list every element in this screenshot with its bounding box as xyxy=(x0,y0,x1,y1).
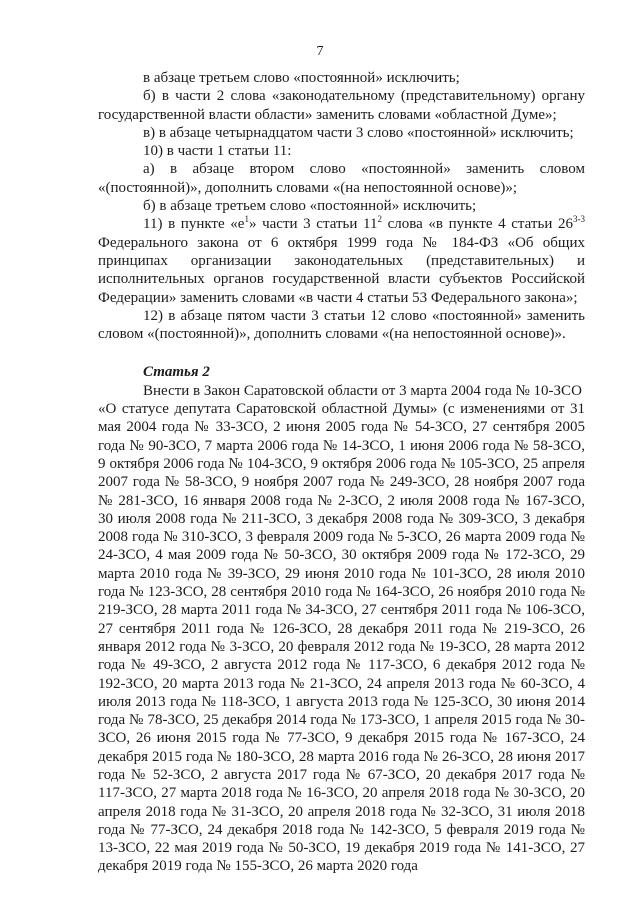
paragraph: б) в части 2 слова «законодательному (представительному) органу государственной власти области» заменить словами «областной Думе»; xyxy=(98,88,585,123)
paragraph-item-12: 12) в абзаце пятом части 3 статьи 12 слово «постоянной» заменить словом «(постоянной)», дополнить словами «(на непостоянной основе)». xyxy=(98,307,585,343)
paragraph-item-11 xyxy=(98,215,585,306)
article-intro: Внести в Закон Саратовской области от 3 марта 2004 года № 10-ЗСО xyxy=(143,382,582,399)
text-run: слова «в пункте 4 статьи 26 xyxy=(381,216,573,233)
text-run: 11) в пункте «е xyxy=(143,216,245,233)
paragraph: б) в абзаце третьем слово «постоянной» исключить; xyxy=(143,198,477,215)
paragraph: 10) в части 1 статьи 11: xyxy=(143,143,292,160)
article-heading: Статья 2 xyxy=(143,364,210,381)
page-number: 7 xyxy=(316,44,324,59)
superscript: 1 xyxy=(244,214,249,225)
document-body xyxy=(98,69,585,876)
text-run: Федерального закона от 6 октября 1999 года № 184-ФЗ «Об общих принципах организации законодательных (представительных) и исполнительных органов государственной власти субъектов Российской Федерации» заменить словами «в части 4 статьи 53 Федерального закона»; xyxy=(98,234,585,306)
superscript: 2 xyxy=(377,214,382,225)
article-body: «О статусе депутата Саратовской областной Думы» (с изменениями от 31 мая 2004 года № 33-ЗСО, 2 июня 2005 года № 54-ЗСО, 27 сентября 2005 года № 90-ЗСО, 7 марта 2006 года № 14-ЗСО, 1 июня 2006 года № 58-ЗСО, 9 октября 2006 года № 104-ЗСО, 9 октября 2006 года № 105-ЗСО, 25 апреля 2007 года № 58-ЗСО, 9 ноября 2007 года № 249-ЗСО, 28 ноября 2007 года № 281-ЗСО, 16 января 2008 года № 2-ЗСО, 2 июля 2008 года № 167-ЗСО, 30 июля 2008 года № 211-ЗСО, 3 декабря 2008 года № 309-ЗСО, 3 декабря 2008 года № 310-ЗСО, 3 февраля 2009 года № 5-ЗСО, 26 марта 2009 года № 24-ЗСО, 4 мая 2009 года № 50-ЗСО, 30 октября 2009 года № 172-ЗСО, 29 марта 2010 года № 39-ЗСО, 29 июня 2010 года № 101-ЗСО, 28 июля 2010 года № 123-ЗСО, 28 сентября 2010 года № 164-ЗСО, 26 ноября 2010 года № 219-ЗСО, 28 марта 2011 года № 34-ЗСО, 27 сентября 2011 года № 106-ЗСО, 27 сентября 2011 года № 126-ЗСО, 28 декабря 2011 года № 219-ЗСО, 26 января 2012 года № 3-ЗСО, 20 февраля 2012 года № 19-ЗСО, 28 марта 2012 года № 49-ЗСО, 2 августа 2012 года № 117-ЗСО, 6 декабря 2012 года № 192-ЗСО, 20 марта 2013 года № 21-ЗСО, 24 апреля 2013 года № 60-ЗСО, 4 июля 2013 года № 118-ЗСО, 1 августа 2013 года № 125-ЗСО, 30 июня 2014 года № 78-ЗСО, 25 декабря 2014 года № 173-ЗСО, 1 апреля 2015 года № 30-ЗСО, 26 июня 2015 года № 77-ЗСО, 9 декабря 2015 года № 167-ЗСО, 24 декабря 2015 года № 180-ЗСО, 28 марта 2016 года № 26-ЗСО, 28 июня 2017 года № 52-ЗСО, 2 августа 2017 года № 67-ЗСО, 20 декабря 2017 года № 117-ЗСО, 27 марта 2018 года № 16-ЗСО, 20 апреля 2018 года № 30-ЗСО, 20 апреля 2018 года № 31-ЗСО, 20 апреля 2018 года № 32-ЗСО, 31 июля 2018 года № 77-ЗСО, 24 декабря 2018 года № 142-ЗСО, 5 февраля 2019 года № 13-ЗСО, 22 мая 2019 года № 50-ЗСО, 19 декабря 2019 года № 141-ЗСО, 27 декабря 2019 года № 155-ЗСО, 26 марта 2020 года xyxy=(98,401,585,875)
paragraph: в) в абзаце четырнадцатом части 3 слово «постоянной» исключить; xyxy=(143,124,574,141)
paragraph: а) в абзаце втором слово «постоянной» заменить словом «(постоянной)», дополнить словами «(на непостоянной основе)»; xyxy=(98,161,585,196)
paragraph: в абзаце третьем слово «постоянной» исключить; xyxy=(143,70,460,86)
text-run: » части 3 статьи 11 xyxy=(248,216,378,233)
superscript: 3-3 xyxy=(573,214,585,225)
